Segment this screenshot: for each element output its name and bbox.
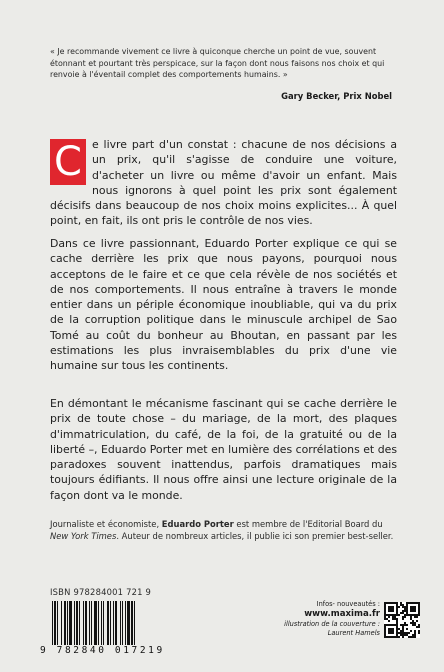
publisher-website: www.maxima.fr: [304, 609, 380, 620]
barcode: [50, 601, 176, 645]
info-label: Infos- nouveautés :: [316, 600, 380, 608]
bio-after: . Auteur de nombreux articles, il publie ici son premier best-seller.: [116, 531, 394, 542]
endorsement-quote: « Je recommande vivement ce livre à quiconque cherche un point de vue, souvent étonnant et pourtant très perspicace, sur la façon dont nous faisons nos choix et qui renvoie à l'éventail complet des comportements humains. »: [50, 47, 385, 80]
intro-paragraph: [50, 137, 397, 229]
quote-author: Gary Becker, Prix Nobel: [281, 91, 392, 101]
publisher-info: [240, 600, 380, 639]
bio-author-name: Eduardo Porter: [161, 519, 234, 529]
bio-publication: New York Times: [50, 531, 117, 542]
isbn-label: ISBN 978284001 721 9: [50, 587, 152, 597]
cover-credit-artist: Laurent Hamels: [327, 629, 380, 638]
cover-credit-label: illustration de la couverture :: [284, 620, 380, 629]
intro-text: e livre part d'un constat : chacune de nos décisions a un prix, qu'il s'agisse de conduire une voiture, d'acheter un livre ou même d'avoir un enfant. Mais nous ignorons à quel point les prix sont également décisifs dans beaucoup de nos choix moins explicites... À quel point, en fait, ils ont pris le contrôle de nos vies.: [50, 138, 397, 228]
body-paragraph-1: Dans ce livre passionnant, Eduardo Porter explique ce qui se cache derrière les prix que nous payons, pourquoi nous acceptons de le faire et ce que cela révèle de nos sociétés et de nos comportements. Il nous entraîne à travers le monde entier dans un périple économique inoubliable, qui va du prix de la corruption politique dans le minuscule archipel de Sao Tomé au coût du bonheur au Bhoutan, en passant par les estimations les plus invraisemblables du prix d'une vie humaine sur tous les continents.: [50, 237, 397, 373]
qr-code: [384, 602, 420, 638]
bio-middle: est membre de l'Editorial Board du: [233, 519, 383, 529]
dropcap-letter: C: [50, 139, 86, 185]
bio-before: Journaliste et économiste,: [50, 519, 162, 529]
author-bio: [50, 518, 397, 543]
barcode-number: 9 782840 017219: [40, 645, 165, 656]
body-paragraph-2: En démontant le mécanisme fascinant qui se cache derrière le prix de toute chose – du mariage, de la mort, des plaques d'immatriculation, du café, de la foi, de la gratuité ou de la liberté –, Eduardo Porter met en lumière des corrélations et des paradoxes souvent inattendus, parfois dramatiques mais toujours édifiants. Il nous offre ainsi une lecture originale de la façon dont va le monde.: [50, 397, 397, 502]
